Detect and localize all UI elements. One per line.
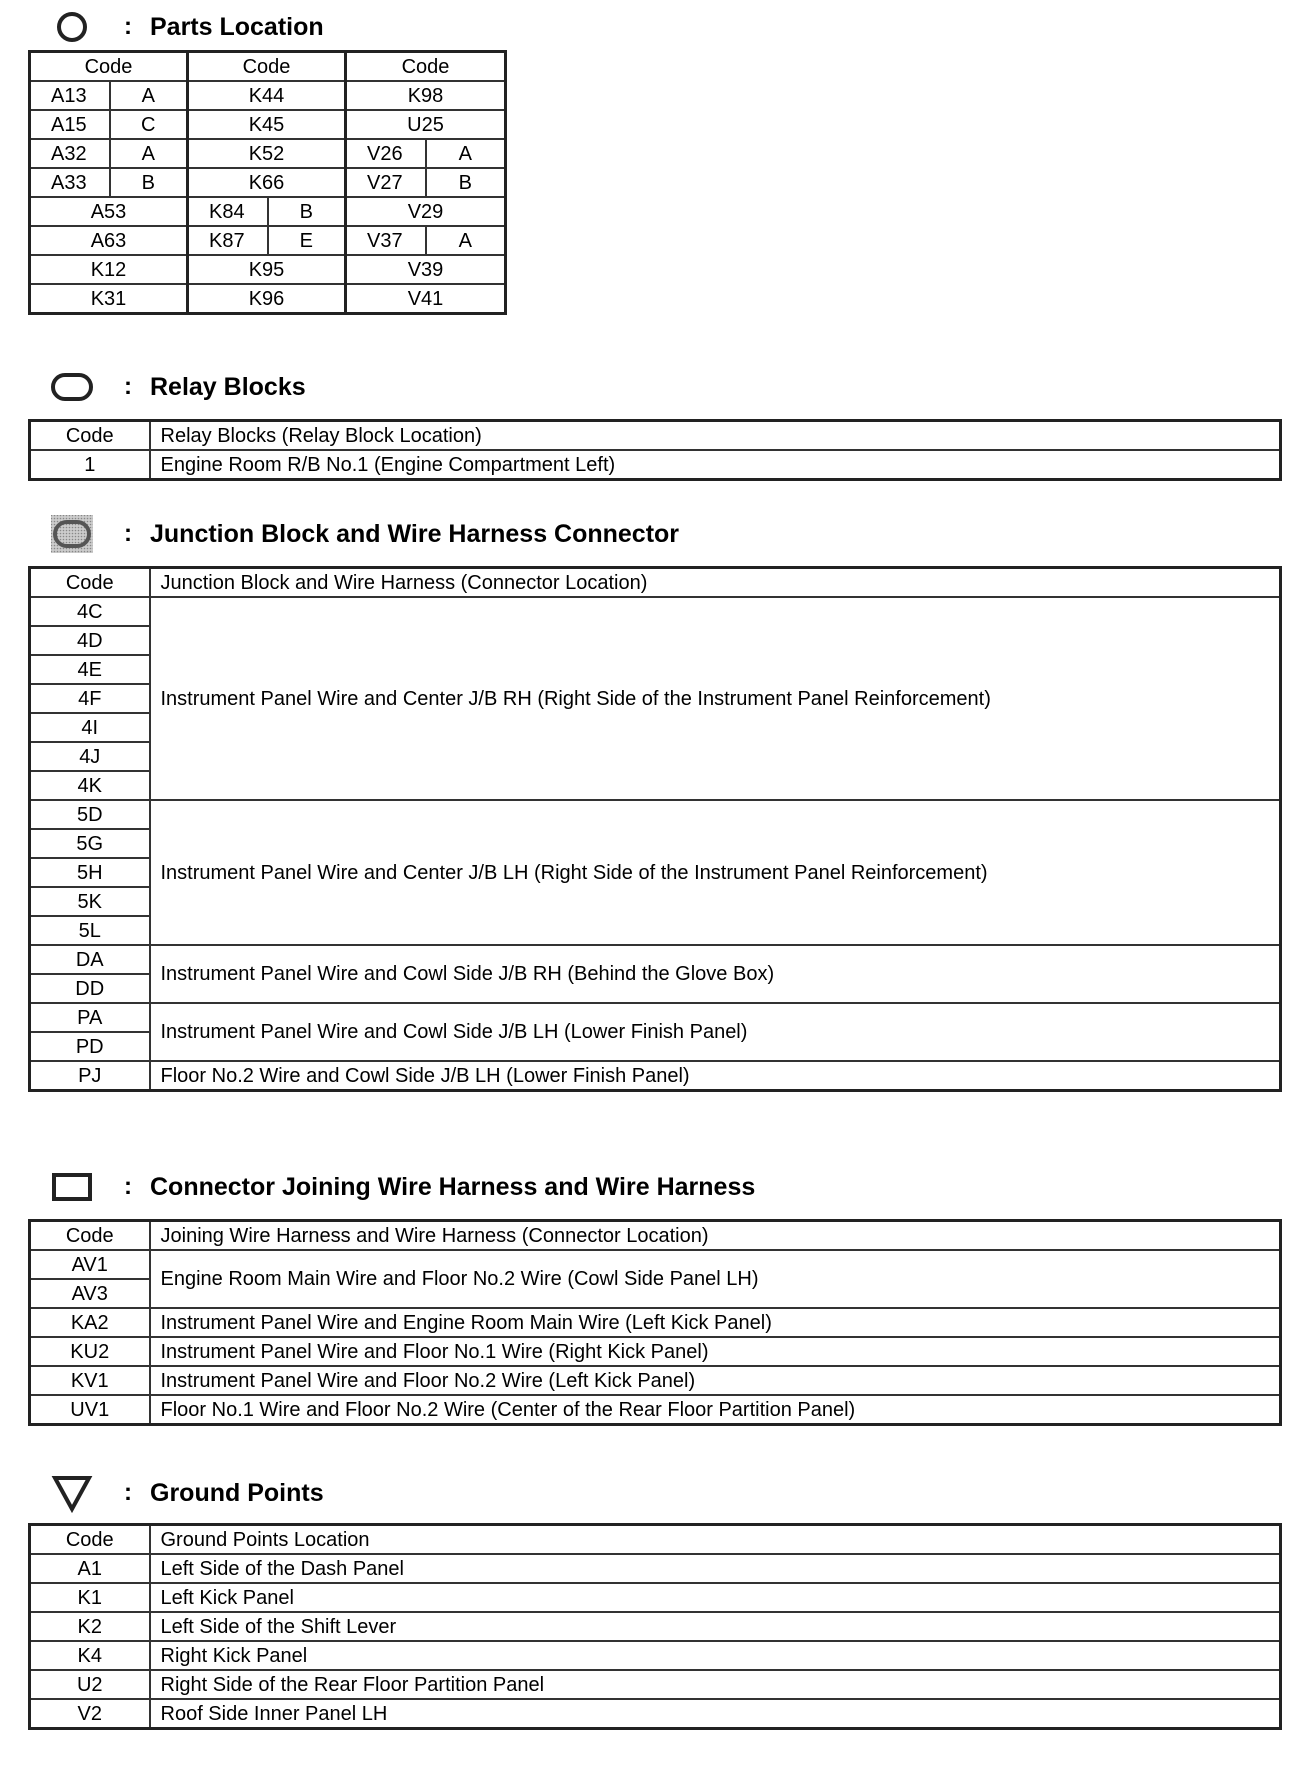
part-code: U25 (346, 110, 506, 139)
description-cell: Engine Room Main Wire and Floor No.2 Wire (Cowl Side Panel LH) (150, 1250, 1281, 1308)
part-code: K66 (188, 168, 346, 197)
ground-points-heading (50, 1473, 324, 1513)
table-row (30, 1250, 1281, 1279)
section-title: Parts Location (150, 12, 324, 41)
description-cell: Left Side of the Dash Panel (150, 1554, 1281, 1583)
part-subcode: A (110, 81, 188, 110)
code-cell: 4D (30, 626, 150, 655)
connector-joining-table (28, 1219, 1282, 1426)
shaded-oval-symbol-icon (50, 516, 94, 552)
part-subcode: C (110, 110, 188, 139)
code-cell: 4K (30, 771, 150, 800)
part-code: K95 (188, 255, 346, 284)
heading-colon: : (124, 373, 132, 400)
part-subcode: A (426, 226, 506, 255)
table-row (30, 1554, 1281, 1583)
code-cell: K4 (30, 1641, 150, 1670)
header-code: Code (188, 52, 346, 82)
description-cell: Roof Side Inner Panel LH (150, 1699, 1281, 1729)
code-cell: K2 (30, 1612, 150, 1641)
description-cell: Floor No.2 Wire and Cowl Side J/B LH (Lower Finish Panel) (150, 1061, 1281, 1091)
part-subcode: B (110, 168, 188, 197)
section-title: Connector Joining Wire Harness and Wire Harness (150, 1172, 756, 1201)
header-code: Code (346, 52, 506, 82)
part-code: A13 (30, 81, 110, 110)
code-cell: AV1 (30, 1250, 150, 1279)
table-row (30, 284, 506, 314)
description-cell: Engine Room R/B No.1 (Engine Compartment Left) (150, 450, 1281, 480)
table-row (30, 1641, 1281, 1670)
description-cell: Instrument Panel Wire and Center J/B LH (Right Side of the Instrument Panel Reinforcement) (150, 800, 1281, 945)
heading-colon: : (124, 520, 132, 547)
table-row (30, 1308, 1281, 1337)
code-cell: A1 (30, 1554, 150, 1583)
description-cell: Left Side of the Shift Lever (150, 1612, 1281, 1641)
code-cell: 1 (30, 450, 150, 480)
part-subcode: B (426, 168, 506, 197)
code-cell: PD (30, 1032, 150, 1061)
table-row (30, 597, 1281, 626)
header-description: Relay Blocks (Relay Block Location) (150, 421, 1281, 451)
section-title: Relay Blocks (150, 372, 306, 401)
table-row (30, 168, 506, 197)
code-cell: PJ (30, 1061, 150, 1091)
table-row (30, 110, 506, 139)
part-code: V39 (346, 255, 506, 284)
header-code: Code (30, 52, 188, 82)
part-code: V37 (346, 226, 426, 255)
code-cell: PA (30, 1003, 150, 1032)
table-row (30, 800, 1281, 829)
code-cell: UV1 (30, 1395, 150, 1425)
part-code: A53 (30, 197, 188, 226)
table-row (30, 1612, 1281, 1641)
part-code: K84 (188, 197, 268, 226)
part-code: K45 (188, 110, 346, 139)
table-row (30, 226, 506, 255)
table-row (30, 1699, 1281, 1729)
part-subcode: A (110, 139, 188, 168)
code-cell: 4C (30, 597, 150, 626)
header-code: Code (30, 421, 150, 451)
description-cell: Instrument Panel Wire and Engine Room Main Wire (Left Kick Panel) (150, 1308, 1281, 1337)
code-cell: KV1 (30, 1366, 150, 1395)
junction-block-table (28, 566, 1282, 1092)
triangle-down-symbol-icon (50, 1475, 94, 1511)
table-row (30, 1583, 1281, 1612)
code-cell: 4F (30, 684, 150, 713)
connector-joining-heading (50, 1167, 755, 1207)
code-cell: 4I (30, 713, 150, 742)
description-cell: Instrument Panel Wire and Floor No.2 Wire (Left Kick Panel) (150, 1366, 1281, 1395)
header-code: Code (30, 1221, 150, 1251)
part-code: K98 (346, 81, 506, 110)
part-code: A33 (30, 168, 110, 197)
part-code: K44 (188, 81, 346, 110)
code-cell: 5L (30, 916, 150, 945)
part-code: A15 (30, 110, 110, 139)
part-code: K52 (188, 139, 346, 168)
table-row (30, 139, 506, 168)
description-cell: Instrument Panel Wire and Center J/B RH (Right Side of the Instrument Panel Reinforcement) (150, 597, 1281, 800)
part-code: K12 (30, 255, 188, 284)
ground-points-table (28, 1523, 1282, 1730)
description-cell: Instrument Panel Wire and Floor No.1 Wire (Right Kick Panel) (150, 1337, 1281, 1366)
table-row (30, 1337, 1281, 1366)
table-row (30, 255, 506, 284)
relay-blocks-heading (50, 367, 306, 407)
part-code: A32 (30, 139, 110, 168)
code-cell: 5D (30, 800, 150, 829)
code-cell: V2 (30, 1699, 150, 1729)
code-cell: U2 (30, 1670, 150, 1699)
description-cell: Floor No.1 Wire and Floor No.2 Wire (Center of the Rear Floor Partition Panel) (150, 1395, 1281, 1425)
table-row (30, 945, 1281, 974)
header-code: Code (30, 1525, 150, 1555)
relay-blocks-table (28, 419, 1282, 481)
table-header-row (30, 52, 506, 82)
description-cell: Right Side of the Rear Floor Partition Panel (150, 1670, 1281, 1699)
part-code: K87 (188, 226, 268, 255)
table-row (30, 197, 506, 226)
description-cell: Instrument Panel Wire and Cowl Side J/B RH (Behind the Glove Box) (150, 945, 1281, 1003)
table-row (30, 81, 506, 110)
part-code: V26 (346, 139, 426, 168)
code-cell: AV3 (30, 1279, 150, 1308)
table-row (30, 1366, 1281, 1395)
table-row (30, 1395, 1281, 1425)
section-title: Ground Points (150, 1478, 324, 1507)
part-subcode: B (268, 197, 346, 226)
description-cell: Instrument Panel Wire and Cowl Side J/B LH (Lower Finish Panel) (150, 1003, 1281, 1061)
heading-colon: : (124, 1173, 132, 1200)
code-cell: DD (30, 974, 150, 1003)
part-code: K31 (30, 284, 188, 314)
code-cell: 5K (30, 887, 150, 916)
table-row (30, 450, 1281, 480)
code-cell: 5G (30, 829, 150, 858)
code-cell: 4E (30, 655, 150, 684)
code-cell: KU2 (30, 1337, 150, 1366)
section-title: Junction Block and Wire Harness Connector (150, 519, 680, 548)
heading-colon: : (124, 1479, 132, 1506)
junction-block-heading (50, 514, 679, 554)
code-cell: DA (30, 945, 150, 974)
header-description: Joining Wire Harness and Wire Harness (Connector Location) (150, 1221, 1281, 1251)
table-row (30, 1003, 1281, 1032)
rounded-oval-symbol-icon (50, 369, 94, 405)
header-code: Code (30, 568, 150, 598)
part-code: V29 (346, 197, 506, 226)
rectangle-symbol-icon (50, 1169, 94, 1205)
table-row (30, 1061, 1281, 1091)
parts-location-heading (50, 7, 324, 47)
parts-location-table (28, 50, 507, 315)
heading-colon: : (124, 13, 132, 40)
header-description: Junction Block and Wire Harness (Connector Location) (150, 568, 1281, 598)
code-cell: 4J (30, 742, 150, 771)
part-subcode: E (268, 226, 346, 255)
part-code: V41 (346, 284, 506, 314)
circle-symbol-icon (50, 9, 94, 45)
header-description: Ground Points Location (150, 1525, 1281, 1555)
part-code: K96 (188, 284, 346, 314)
description-cell: Left Kick Panel (150, 1583, 1281, 1612)
part-code: V27 (346, 168, 426, 197)
code-cell: K1 (30, 1583, 150, 1612)
table-row (30, 1670, 1281, 1699)
part-code: A63 (30, 226, 188, 255)
description-cell: Right Kick Panel (150, 1641, 1281, 1670)
code-cell: 5H (30, 858, 150, 887)
part-subcode: A (426, 139, 506, 168)
code-cell: KA2 (30, 1308, 150, 1337)
